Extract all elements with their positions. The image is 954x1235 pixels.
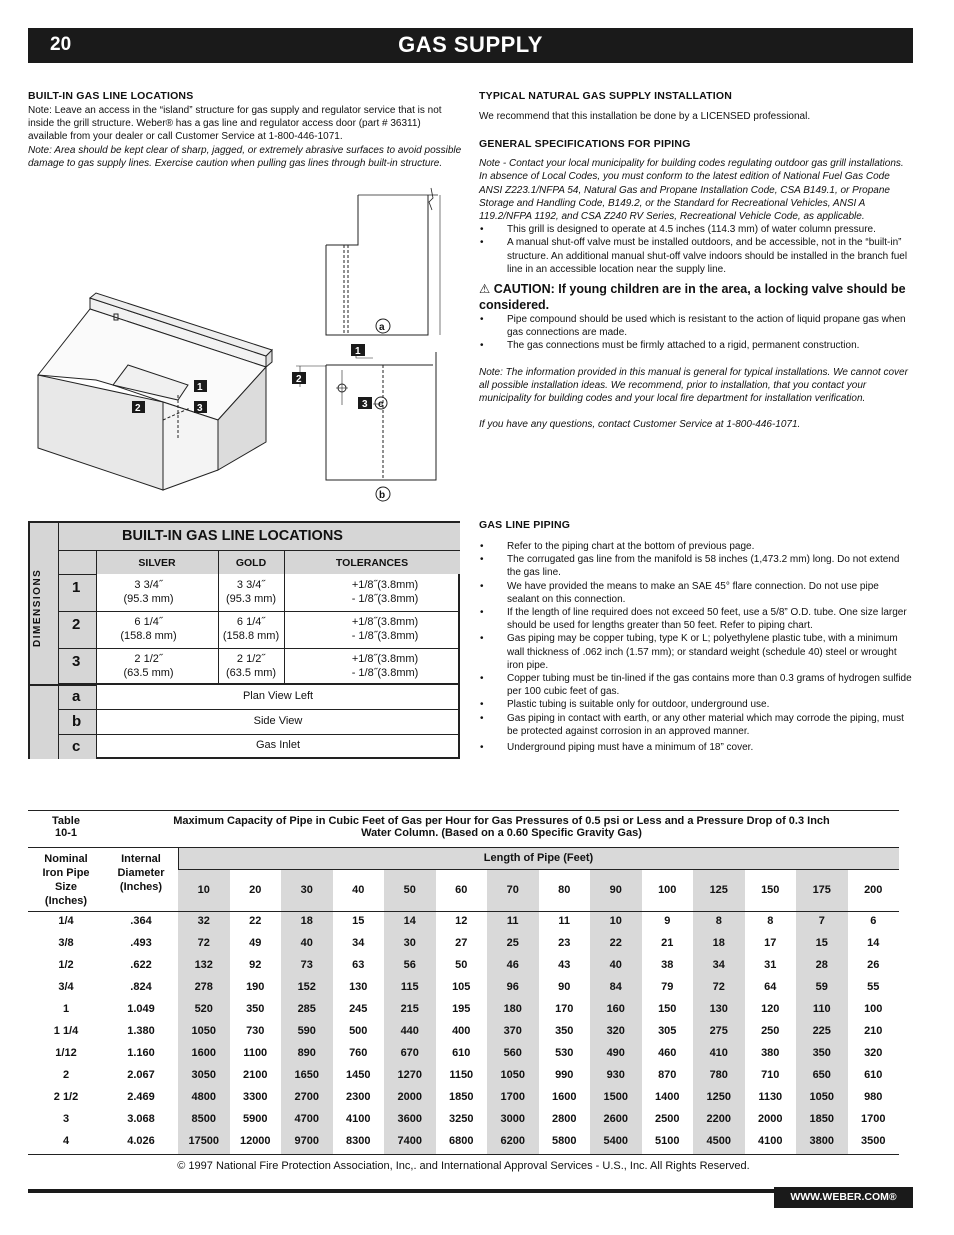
capacity-value: 130 (709, 1003, 728, 1015)
length-value: 90 (609, 884, 622, 896)
capacity-value: 650 (812, 1069, 831, 1081)
capacity-value: 1270 (397, 1069, 422, 1081)
internal-diameter: 2.469 (127, 1091, 155, 1103)
length-value: 30 (300, 884, 313, 896)
capacity-value: 49 (249, 937, 262, 949)
capacity-value: 14 (403, 915, 416, 927)
dimensions-table (28, 521, 460, 759)
capacity-value: 8 (715, 915, 722, 927)
capacity-value: 530 (555, 1047, 574, 1059)
capacity-value: 278 (194, 981, 213, 993)
length-value: 10 (197, 884, 210, 896)
tolerance-cell: +1/8˝(3.8mm) - 1/8˝(3.8mm) (351, 616, 419, 642)
capacity-value: 610 (864, 1069, 883, 1081)
length-value: 70 (506, 884, 519, 896)
pipe-size: 1 (62, 1003, 70, 1015)
view-label: Side View (253, 715, 303, 727)
grid-line (96, 550, 97, 759)
gas-line-piping (479, 519, 913, 754)
left-heading: BUILT-IN GAS LINE LOCATIONS (28, 90, 194, 102)
nominal-size-header: Nominal Iron Pipe Size (Inches) (42, 853, 90, 907)
capacity-value: 152 (297, 981, 316, 993)
grid-line (284, 550, 285, 684)
capacity-value: 780 (709, 1069, 728, 1081)
piping-bullet-3: • We have provided the means to make an SAE 45° flare connection. Do not use pipe sealant on this connection. (479, 580, 913, 606)
grid-line (96, 709, 460, 710)
capacity-value: 5400 (603, 1135, 628, 1147)
length-value: 125 (709, 884, 728, 896)
capacity-value: 1850 (809, 1113, 834, 1125)
capacity-value: 215 (400, 1003, 419, 1015)
view-letter: a (58, 684, 96, 709)
internal-diameter: 2.067 (127, 1069, 155, 1081)
capacity-value: 400 (452, 1025, 471, 1037)
capacity-value: 21 (661, 937, 674, 949)
capacity-value: 195 (452, 1003, 471, 1015)
marker-2-iso: 2 (135, 403, 141, 414)
right-heading-1: TYPICAL NATURAL GAS SUPPLY INSTALLATION (479, 90, 733, 102)
grid-line (96, 611, 460, 612)
capacity-value: 12000 (239, 1135, 271, 1147)
capacity-value: 8 (767, 915, 774, 927)
dim-table-title: BUILT-IN GAS LINE LOCATIONS (58, 523, 460, 550)
table-bottom-rule (28, 1154, 899, 1155)
length-value: 150 (761, 884, 780, 896)
pipe-size: 4 (62, 1135, 70, 1147)
capacity-value: 170 (555, 1003, 574, 1015)
capacity-value: 180 (503, 1003, 522, 1015)
capacity-value: 2800 (552, 1113, 577, 1125)
capacity-value: 285 (297, 1003, 316, 1015)
capacity-value: 8500 (191, 1113, 216, 1125)
capacity-value: 3300 (243, 1091, 268, 1103)
capacity-value: 4800 (191, 1091, 216, 1103)
left-intro (28, 90, 462, 170)
compound-bullets (479, 313, 913, 353)
piping-bullet-6: • Copper tubing must be tin-lined if the gas contains more than 0.3 grams of hydrogen sulfide per 100 cubic feet of gas. (479, 672, 913, 698)
capacity-value: 17 (764, 937, 777, 949)
capacity-value: 14 (867, 937, 880, 949)
length-value: 40 (352, 884, 365, 896)
pipe-size: 1/4 (58, 915, 74, 927)
marker-1-side: 1 (355, 346, 361, 357)
dim-row-num: 3 (58, 648, 96, 684)
length-value: 80 (558, 884, 571, 896)
capacity-value: 4100 (758, 1135, 783, 1147)
internal-diameter: .824 (130, 981, 152, 993)
spec-bullet-2: • A manual shut-off valve must be installed outdoors, and be accessible, not in the “built-in” structure. An additional manual shut-off valve indoors should be installed in the branch fuel line in an accessible location near the supply line. (479, 236, 913, 276)
marker-3-side: 3 (362, 399, 368, 410)
internal-diameter: 1.380 (127, 1025, 155, 1037)
view-label: Plan View Left (242, 690, 314, 702)
grid-line (58, 683, 460, 685)
pipe-size: 3/4 (58, 981, 74, 993)
capacity-value: 245 (349, 1003, 368, 1015)
view-label: Gas Inlet (255, 739, 301, 751)
capacity-value: 7400 (397, 1135, 422, 1147)
capacity-value: 3500 (861, 1135, 886, 1147)
copyright-note: © 1997 National Fire Protection Association, Inc,. and International Approval Services - U.S., Inc. All Rights Reserved. (177, 1160, 750, 1172)
capacity-value: 1050 (500, 1069, 525, 1081)
capacity-value: 2000 (397, 1091, 422, 1103)
pipe-size: 3 (62, 1113, 70, 1125)
capacity-value: 350 (246, 1003, 265, 1015)
capacity-value: 40 (300, 937, 313, 949)
col-tolerances: TOLERANCES (284, 550, 460, 574)
right-para-2: Note - Contact your local municipality for building codes regulating outdoor gas grill installations. In absence of Local Codes, you must conform to the latest edition of National Fuel Gas Code ANSI Z223.1/NFPA 54, Natural Gas and Propane Installation Code, CSA B149.1, or Propane Storage and Handling Code, B149.2, or the Standard for Recreational Vehicles, ANSI A 119.2/NFPA 1192, and CSA Z240 RV Series, Recreational Vehicle Code, as applicable. (479, 158, 904, 223)
num-header-blank (58, 550, 96, 574)
capacity-value: 22 (249, 915, 262, 927)
capacity-value: 17500 (188, 1135, 220, 1147)
internal-diameter: .364 (130, 915, 152, 927)
view-letter: c (58, 734, 96, 759)
capacity-value: 8300 (346, 1135, 371, 1147)
capacity-value: 6800 (449, 1135, 474, 1147)
dimensions-label: DIMENSIONS (32, 568, 43, 648)
capacity-value: 11 (558, 915, 571, 927)
capacity-value: 15 (352, 915, 365, 927)
capacity-value: 210 (864, 1025, 883, 1037)
table-top-rule (28, 810, 899, 811)
capacity-value: 380 (761, 1047, 780, 1059)
length-value: 175 (812, 884, 831, 896)
internal-diameter: .622 (130, 959, 152, 971)
capacity-value: 3050 (191, 1069, 216, 1081)
capacity-value: 2600 (603, 1113, 628, 1125)
capacity-value: 410 (709, 1047, 728, 1059)
capacity-value: 72 (197, 937, 210, 949)
capacity-value: 1130 (758, 1091, 783, 1103)
capacity-value: 3000 (500, 1113, 525, 1125)
length-value: 50 (403, 884, 416, 896)
length-of-pipe-header: Length of Pipe (Feet) (483, 852, 594, 864)
capacity-value: 72 (712, 981, 725, 993)
capacity-value: 370 (503, 1025, 522, 1037)
silver-cell: 2 1/2˝ (63.5 mm) (123, 653, 174, 679)
capacity-value: 4100 (346, 1113, 371, 1125)
capacity-value: 9700 (294, 1135, 319, 1147)
dim-row-num: 1 (58, 574, 96, 611)
capacity-value: 610 (452, 1047, 471, 1059)
grid-line (218, 550, 219, 684)
header-bottom-rule (28, 911, 899, 912)
caution-text: CAUTION: If young children are in the area, a locking valve should be considered. (479, 282, 906, 313)
capacity-value: 250 (761, 1025, 780, 1037)
dim-row-num: 2 (58, 611, 96, 648)
capacity-value: 18 (300, 915, 313, 927)
pipe-size: 1 1/4 (53, 1025, 79, 1037)
capacity-value: 26 (867, 959, 880, 971)
capacity-value: 560 (503, 1047, 522, 1059)
website-link[interactable]: WWW.WEBER.COM® (774, 1187, 913, 1208)
capacity-value: 90 (558, 981, 571, 993)
capacity-value: 15 (815, 937, 828, 949)
piping-bullet-8: • Gas piping in contact with earth, or any other material which may corrode the piping, must be protected against corrosion in an approved manner. (479, 712, 913, 738)
capacity-value: 4500 (706, 1135, 731, 1147)
grid-line (96, 734, 460, 735)
marker-3-iso: 3 (197, 403, 203, 414)
capacity-value: 490 (606, 1047, 625, 1059)
capacity-value: 40 (609, 959, 622, 971)
capacity-value: 1700 (861, 1113, 886, 1125)
length-value: 100 (658, 884, 677, 896)
capacity-value: 110 (812, 1003, 831, 1015)
capacity-value: 3250 (449, 1113, 474, 1125)
capacity-value: 25 (506, 937, 519, 949)
right-para-4: If you have any questions, contact Customer Service at 1-800-446-1071. (479, 419, 801, 431)
capacity-value: 12 (455, 915, 468, 927)
piping-bullet-4: • If the length of line required does not exceed 50 feet, use a 5/8” O.D. tube. One size larger should be used for lengths greater than 50 feet. Refer to piping chart. (479, 606, 913, 632)
page-number: 20 (50, 34, 72, 55)
capacity-value: 63 (352, 959, 365, 971)
capacity-value: 980 (864, 1091, 883, 1103)
table-caption: Maximum Capacity of Pipe in Cubic Feet of Gas per Hour for Gas Pressures of 0.5 psi or Less and a Pressure Drop of 0.3 Inch Water Column. (Based on a 0.60 Specific Gravity Gas) (173, 815, 830, 839)
capacity-value: 59 (815, 981, 828, 993)
capacity-value: 34 (352, 937, 365, 949)
compound-bullet-2: • The gas connections must be firmly attached to a rigid, permanent construction. (479, 339, 913, 352)
label-c: c (378, 399, 384, 410)
right-column (479, 90, 913, 431)
capacity-value: 710 (761, 1069, 780, 1081)
piping-bullet-9: • Underground piping must have a minimum of 18” cover. (479, 741, 913, 754)
capacity-value: 100 (864, 1003, 883, 1015)
capacity-value: 38 (661, 959, 674, 971)
tolerance-cell: +1/8˝(3.8mm) - 1/8˝(3.8mm) (351, 579, 419, 605)
right-para-3: Note: The information provided in this manual is general for typical installations. We cannot cover all possible installation ideas. We recommend, prior to installation, that you contact your municipality for building codes and your local fire department for installation verification. (479, 366, 908, 405)
capacity-value: 79 (661, 981, 674, 993)
capacity-value: 1100 (243, 1047, 268, 1059)
capacity-value: 2500 (655, 1113, 680, 1125)
capacity-value: 3600 (397, 1113, 422, 1125)
capacity-value: 34 (712, 959, 725, 971)
capacity-value: 27 (455, 937, 468, 949)
warning-icon: ⚠ (479, 282, 494, 297)
capacity-value: 115 (400, 981, 419, 993)
internal-diameter: 3.068 (127, 1113, 155, 1125)
capacity-value: 160 (606, 1003, 625, 1015)
capacity-value: 11 (506, 915, 519, 927)
capacity-value: 5100 (655, 1135, 680, 1147)
silver-cell: 3 3/4˝ (95.3 mm) (123, 579, 174, 605)
marker-1-iso: 1 (197, 382, 203, 393)
piping-bullet-7: • Plastic tubing is suitable only for outdoor, underground use. (479, 698, 913, 711)
capacity-value: 590 (297, 1025, 316, 1037)
capacity-value: 92 (249, 959, 262, 971)
capacity-value: 760 (349, 1047, 368, 1059)
capacity-value: 73 (300, 959, 313, 971)
capacity-value: 130 (349, 981, 368, 993)
col-silver: SILVER (96, 550, 218, 574)
piping-bullet-1: • Refer to the piping chart at the bottom of previous page. (479, 540, 913, 553)
capacity-value: 22 (609, 937, 622, 949)
silver-cell: 6 1/4˝ (158.8 mm) (120, 616, 177, 642)
label-a: a (379, 322, 385, 333)
capacity-value: 460 (658, 1047, 677, 1059)
capacity-value: 7 (818, 915, 825, 927)
length-value: 20 (249, 884, 262, 896)
internal-diameter-header: Internal Diameter (Inches) (117, 853, 165, 893)
capacity-value: 3800 (809, 1135, 834, 1147)
capacity-value: 1850 (449, 1091, 474, 1103)
capacity-value: 1500 (603, 1091, 628, 1103)
capacity-value: 150 (658, 1003, 677, 1015)
capacity-value: 350 (812, 1047, 831, 1059)
capacity-value: 990 (555, 1069, 574, 1081)
page-title: GAS SUPPLY (398, 32, 543, 57)
length-value: 60 (455, 884, 468, 896)
capacity-value: 1700 (500, 1091, 525, 1103)
capacity-value: 2000 (758, 1113, 783, 1125)
capacity-value: 32 (197, 915, 210, 927)
label-b: b (379, 490, 386, 501)
capacity-value: 500 (349, 1025, 368, 1037)
right-heading-2: GENERAL SPECIFICATIONS FOR PIPING (479, 138, 691, 151)
capacity-value: 28 (815, 959, 828, 971)
capacity-value: 105 (452, 981, 471, 993)
capacity-value: 320 (864, 1047, 883, 1059)
capacity-value: 225 (812, 1025, 831, 1037)
pipe-size: 2 1/2 (53, 1091, 79, 1103)
pipe-size: 1/12 (55, 1047, 77, 1059)
table-number: Table 10-1 (52, 815, 80, 839)
capacity-value: 56 (403, 959, 416, 971)
spec-bullets (479, 223, 913, 276)
capacity-value: 132 (194, 959, 213, 971)
pipe-size: 2 (62, 1069, 70, 1081)
capacity-value: 275 (709, 1025, 728, 1037)
capacity-value: 1650 (294, 1069, 319, 1081)
gold-cell: 3 3/4˝ (95.3 mm) (225, 579, 277, 605)
piping-bullets (479, 540, 913, 754)
capacity-value: 870 (658, 1069, 677, 1081)
capacity-value: 1250 (706, 1091, 731, 1103)
capacity-value: 1450 (346, 1069, 371, 1081)
view-letter: b (58, 709, 96, 734)
dimensions-side (30, 523, 58, 684)
left-para1: Note: Leave an access in the “island” structure for gas supply and regulator service that is not inside the grill structure. Weber® has a gas line and regulator access door (part # 36311) available from your dealer or call Customer Service at 1-800-446-1071. (28, 105, 442, 143)
internal-diameter: .493 (130, 937, 152, 949)
length-value: 200 (864, 884, 883, 896)
capacity-value: 55 (867, 981, 880, 993)
piping-bullet-2: • The corrugated gas line from the manifold is 58 inches (1,473.2 mm) long. Do not extend the gas line. (479, 553, 913, 579)
internal-diameter: 4.026 (127, 1135, 155, 1147)
grid-line (96, 648, 460, 649)
capacity-value: 2100 (243, 1069, 268, 1081)
capacity-value: 930 (606, 1069, 625, 1081)
left-para2: Note: Area should be kept clear of sharp, jagged, or extremely abrasive surfaces to avoid possible damage to gas supply lines. Exercise caution when pulling gas lines through built-in structure. (28, 144, 462, 169)
internal-diameter: 1.049 (127, 1003, 155, 1015)
capacity-value: 31 (764, 959, 777, 971)
capacity-value: 1050 (191, 1025, 216, 1037)
capacity-value: 6200 (500, 1135, 525, 1147)
capacity-value: 1600 (191, 1047, 216, 1059)
capacity-value: 120 (761, 1003, 780, 1015)
pipe-size: 3/8 (58, 937, 74, 949)
capacity-value: 1050 (809, 1091, 834, 1103)
internal-diameter: 1.160 (127, 1047, 155, 1059)
capacity-value: 890 (297, 1047, 316, 1059)
gold-cell: 2 1/2˝ (63.5 mm) (225, 653, 277, 679)
capacity-value: 5800 (552, 1135, 577, 1147)
capacity-value: 2200 (706, 1113, 731, 1125)
capacity-value: 2700 (294, 1091, 319, 1103)
capacity-value: 84 (609, 981, 622, 993)
capacity-value: 6 (870, 915, 877, 927)
spec-bullet-1: • This grill is designed to operate at 4.5 inches (114.3 mm) of water column pressure. (479, 223, 913, 236)
capacity-value: 730 (246, 1025, 265, 1037)
caution-note (479, 281, 913, 313)
gold-cell: 6 1/4˝ (158.8 mm) (222, 616, 280, 642)
capacity-value: 440 (400, 1025, 419, 1037)
grid-line (58, 523, 59, 759)
page-header (28, 28, 913, 63)
capacity-value: 350 (555, 1025, 574, 1037)
capacity-value: 305 (658, 1025, 677, 1037)
capacity-value: 50 (455, 959, 468, 971)
capacity-value: 320 (606, 1025, 625, 1037)
capacity-value: 96 (506, 981, 519, 993)
capacity-value: 4700 (294, 1113, 319, 1125)
views-side (30, 684, 58, 759)
capacity-value: 23 (558, 937, 571, 949)
marker-2-side: 2 (296, 374, 302, 385)
capacity-value: 43 (558, 959, 571, 971)
pipe-size: 1/2 (58, 959, 74, 971)
right-para-1: We recommend that this installation be done by a LICENSED professional. (479, 111, 811, 122)
capacity-value: 9 (664, 915, 671, 927)
capacity-value: 64 (764, 981, 777, 993)
capacity-value: 190 (246, 981, 265, 993)
capacity-value: 520 (194, 1003, 213, 1015)
col-gold: GOLD (218, 550, 284, 574)
capacity-value: 5900 (243, 1113, 268, 1125)
capacity-value: 1600 (552, 1091, 577, 1103)
capacity-value: 18 (712, 937, 725, 949)
piping-bullet-5: • Gas piping may be copper tubing, type K or L; polyethylene plastic tube, with a minimum wall thickness of .062 inch (1.57 mm); or standard weight (schedule 40) steel or wrought iron pipe. (479, 632, 913, 672)
piping-heading: GAS LINE PIPING (479, 519, 571, 531)
capacity-value: 2300 (346, 1091, 371, 1103)
capacity-value: 10 (609, 915, 622, 927)
capacity-value: 670 (400, 1047, 419, 1059)
capacity-value: 1150 (449, 1069, 474, 1081)
gas-line-diagram (28, 180, 468, 510)
capacity-value: 30 (403, 937, 416, 949)
tolerance-cell: +1/8˝(3.8mm) - 1/8˝(3.8mm) (351, 653, 419, 679)
capacity-value: 46 (506, 959, 519, 971)
compound-bullet-1: • Pipe compound should be used which is resistant to the action of liquid propane gas when gas connections are made. (479, 313, 913, 339)
capacity-value: 1400 (655, 1091, 680, 1103)
